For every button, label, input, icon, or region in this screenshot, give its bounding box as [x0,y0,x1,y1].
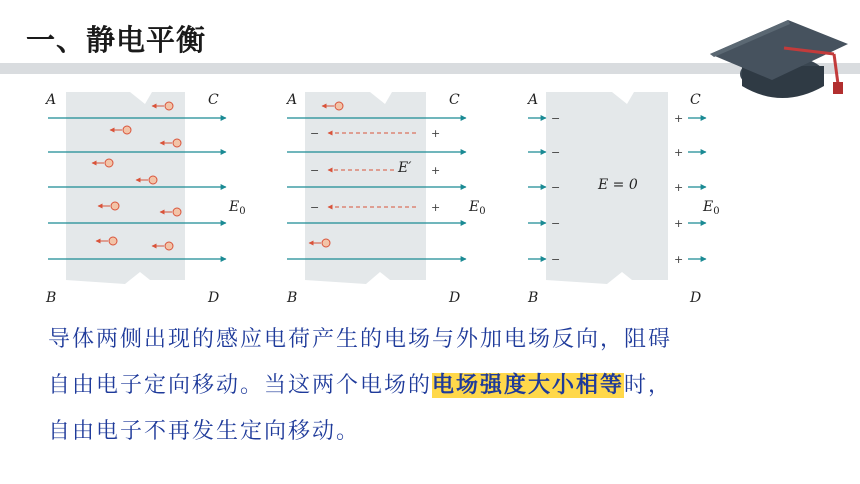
highlighted-phrase: 电场强度大小相等 [432,373,625,398]
svg-text:+: + [674,217,684,230]
panel-1-free-electrons [44,92,246,306]
svg-text:+: + [674,181,684,194]
panel-3-equilibrium [526,92,720,306]
body-line-2-start: 自由电子定向移动。当这两个电场的 [48,373,433,398]
inner-field-label: E = 0 [598,177,638,193]
corner-label-d: D [690,290,702,306]
corner-label-d: D [449,290,461,306]
body-line-2 [48,368,672,399]
induced-field-label: E′ [398,160,412,176]
page-title: 一、静电平衡 [26,23,207,57]
corner-label-a: A [287,92,298,108]
svg-text:−: − [551,217,561,230]
svg-text:+: + [674,112,684,125]
svg-text:−: − [310,164,320,177]
field-label-e0: $E_0$ [703,199,720,217]
svg-text:+: + [674,253,684,266]
svg-text:+: + [431,201,441,214]
corner-label-b: B [46,290,57,306]
corner-label-a: A [528,92,539,108]
corner-label-c: C [208,92,219,108]
svg-text:−: − [310,127,320,140]
svg-text:−: − [551,181,561,194]
svg-text:+: + [431,127,441,140]
corner-label-d: D [208,290,220,306]
corner-label-b: B [528,290,539,306]
field-label-e0: $E_0$ [469,199,486,217]
corner-label-b: B [287,290,298,306]
corner-label-a: A [46,92,57,108]
field-label-e0: $E_0$ [229,199,246,217]
svg-text:−: − [551,253,561,266]
corner-label-c: C [449,92,460,108]
panel-2-induced-field [285,92,486,306]
svg-text:+: + [674,146,684,159]
svg-text:−: − [551,112,561,125]
conductor-slab [305,92,426,284]
svg-text:+: + [431,164,441,177]
svg-text:−: − [310,201,320,214]
body-line-3: 自由电子不再发生定向移动。 [48,419,361,444]
body-line-1: 导体两侧出现的感应电荷产生的电场与外加电场反向，阻碍 [48,327,673,352]
svg-text:−: − [551,146,561,159]
body-line-2-end: 时， [624,373,673,398]
conductor-slab [66,92,185,284]
corner-label-c: C [690,92,701,108]
